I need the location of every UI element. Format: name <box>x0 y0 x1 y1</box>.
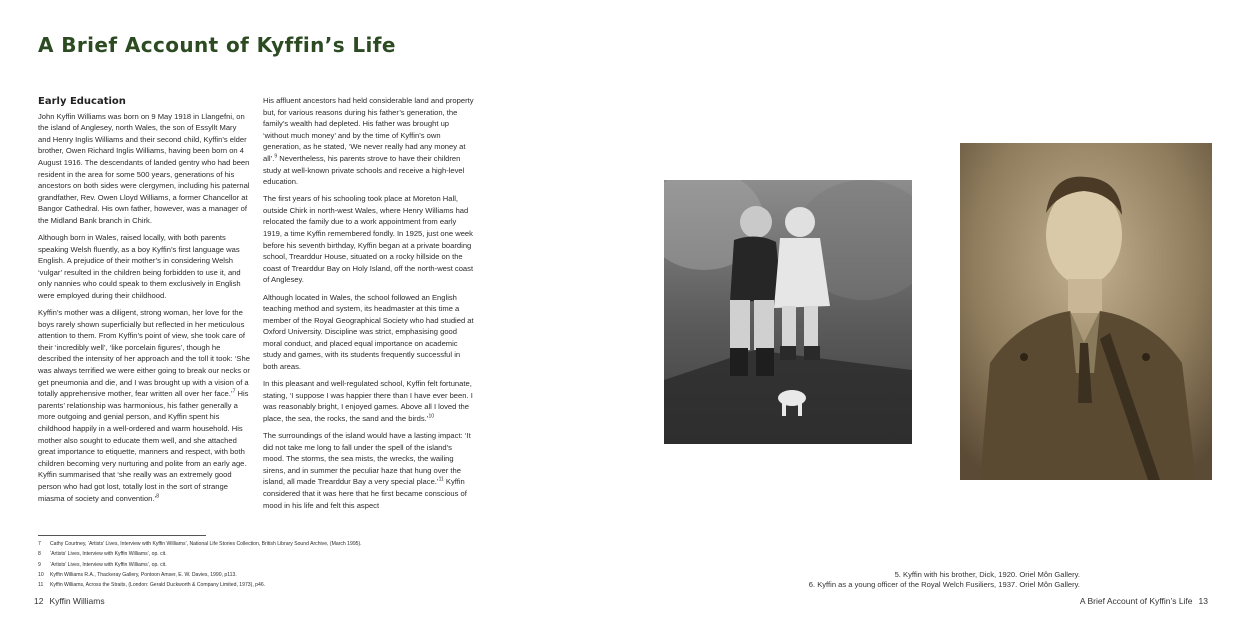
footer-right <box>1080 596 1214 606</box>
photo-kyffin-officer <box>960 143 1212 480</box>
paragraph: The first years of his schooling took place at Moreton Hall, outside Chirk in north-west Wales, where Henry Williams had relocated the family due to a work appointment from early 1919, a time Kyffin remembered fondly. In 1925, just one week before his seventh birthday, Kyffin began at a private boarding school, Trearddur House, situated on a rocky hillside on the coast of Trearddur Bay on Holy Island, off the north-west coast of Anglesey. <box>263 194 474 285</box>
text-column-right <box>263 95 475 517</box>
paragraph-text: In this pleasant and well-regulated school, Kyffin felt fortunate, stating, ‘I suppose I was happier there than I have ever been. I was reasonably bright, I enjoyed games. Above all I loved the place, the sea, the rocks, the sand and the birds.’ <box>263 379 473 423</box>
photo-image <box>960 143 1212 480</box>
footnote-text: Cathy Courtney, ‘Artists’ Lives, Interview with Kyffin Williams’, National Life Stories Collection, British Library Sound Archive, (March 1995). <box>50 541 362 547</box>
footnote-ref: 9 <box>274 153 278 160</box>
paragraph: John Kyffin Williams was born on 9 May 1918 in Llangefni, on the island of Anglesey, north Wales, the son of Essyllt Mary and Henry Inglis Williams and their second child, Kyffin’s elder brother, Owen Richard Inglis Williams, having been born on 4 August 1916. The descendants of landed gentry who had been resident in the area for some 500 years, generations of his ancestors on both sides were clergymen, including his paternal grandfather, Rev. Owen Lloyd Williams, a former Chancellor at Bangor Cathedral. His own father, however, was a manager of the Midland Bank branch in Chirk. <box>38 111 250 225</box>
footnote <box>38 580 458 590</box>
page-number: 12 <box>34 596 44 606</box>
footnote-number: 11 <box>38 582 44 589</box>
page-title: A Brief Account of Kyffin’s Life <box>38 33 396 57</box>
section-heading: Early Education <box>38 96 126 107</box>
photo-kyffin-with-brother <box>664 180 912 444</box>
footnote-number: 10 <box>38 571 44 578</box>
photo-image <box>664 180 912 444</box>
footnote-number: 8 <box>38 551 41 558</box>
paragraph: Although born in Wales, raised locally, with both parents speaking Welsh fluently, as a boy Kyffin’s first language was English. A prejudice of their mother’s in considering Welsh ‘vulgar’ resulted in the children being forbidden to use it, and only nannies who could speak to them exclusively in English were employed during their childhood. <box>38 233 241 300</box>
running-title: Kyffin Williams <box>49 596 105 606</box>
paragraph-text: His affluent ancestors had held considerable land and property but, for various reasons during his father’s generation, the family’s wealth had depleted. His father was brought up ‘without much money’ and by the time of Kyffin’s own generation, as he stated, ‘We never really had any money at all’. <box>263 96 474 163</box>
footnote-text: ‘Artists’ Lives, Interview with Kyffin Williams’, op. cit. <box>50 551 167 558</box>
footnote-text: Kyffin Williams R.A., Thackeray Gallery, Pontoon Amser, E. W. Davies, 1990, p113. <box>50 571 237 578</box>
footnote-ref: 11 <box>438 476 444 483</box>
footnote-divider <box>38 535 206 536</box>
footnote-text: ‘Artists’ Lives, Interview with Kyffin Williams’, op. cit. <box>50 561 167 568</box>
footnote <box>38 570 458 580</box>
paragraph-text: The surroundings of the island would have a lasting impact: ‘It did not take me long to fall under the spell of the island’s mood. The storms, the sea mists, the wrecks, the wailing sirens, and in summer the peculiar haze that hung over the island, all made Trearddur Bay a very special place.’ <box>263 431 471 487</box>
paragraph: Although located in Wales, the school followed an English teaching method and system, its headmaster at this time a member of the Royal Geographical Society who had studied at Oxford University. Discipline was strict, emphasising good moral conduct, and placed equal importance on academic study and games, with its students frequently successful in both areas. <box>263 292 474 372</box>
footnotes <box>38 539 458 590</box>
paragraph-text: Kyffin considered that it was here that he first became conscious of mood in his life and felt this aspect <box>263 477 467 510</box>
footer-left <box>28 596 105 606</box>
paragraph-text: Kyffin’s mother was a diligent, strong woman, her love for the boys rarely shown superficially but reflected in her meticulous attention to them. From Kyffin’s point of view, she took care of their ‘incredibly well’, ‘like porcelain figures’, though he described the intensity of her approach and the toll it took: ‘She was always terrified we were either going to break our necks or get pneumonia and die, and I was brought up with a vision of a totally apprehensive mother, fear written all over her face.’ <box>38 308 250 399</box>
footnote <box>38 539 458 549</box>
footnote-text: Kyffin Williams, Across the Straits, (London: Gerald Duckworth & Company Limited, 1973), p46. <box>50 582 266 589</box>
footnote <box>38 560 458 570</box>
paragraph <box>38 307 250 504</box>
footnote <box>38 549 458 559</box>
footnote-ref: 8 <box>156 493 159 500</box>
footnote-ref: 10 <box>428 413 435 420</box>
paragraph <box>263 378 475 424</box>
paragraph-text: His parents’ relationship was harmonious, his father generally a more outgoing and genial person, and Kyffin spent his childhood happily in a well-ordered and warm household. His mother also sought to educate them well, and she attached great importance to etiquette, manners and respect, with both children becoming very nurturing and polite from an early age. Kyffin summarised that ‘she really was an extremely good person who had got lost, totally lost in the sort of strange miasma of society and convention.’ <box>38 389 249 503</box>
running-title: A Brief Account of Kyffin’s Life <box>1079 596 1193 606</box>
photo-captions <box>809 570 1080 590</box>
page-number: 13 <box>1198 596 1208 606</box>
caption-photo-6: 6. Kyffin as a young officer of the Royal Welch Fusiliers, 1937. Oriel Môn Gallery. <box>808 580 1080 589</box>
paragraph <box>263 95 475 188</box>
paragraph <box>263 430 475 511</box>
footnote-number: 9 <box>38 561 41 568</box>
paragraph-text: Nevertheless, his parents strove to have their children study at well-known private schools and receive a high-level education. <box>263 153 465 187</box>
text-column-left <box>38 94 250 510</box>
caption-photo-5: 5. Kyffin with his brother, Dick, 1920. Oriel Môn Gallery. <box>894 570 1080 579</box>
footnote-number: 7 <box>38 541 41 547</box>
footnote-ref: 7 <box>232 388 236 395</box>
